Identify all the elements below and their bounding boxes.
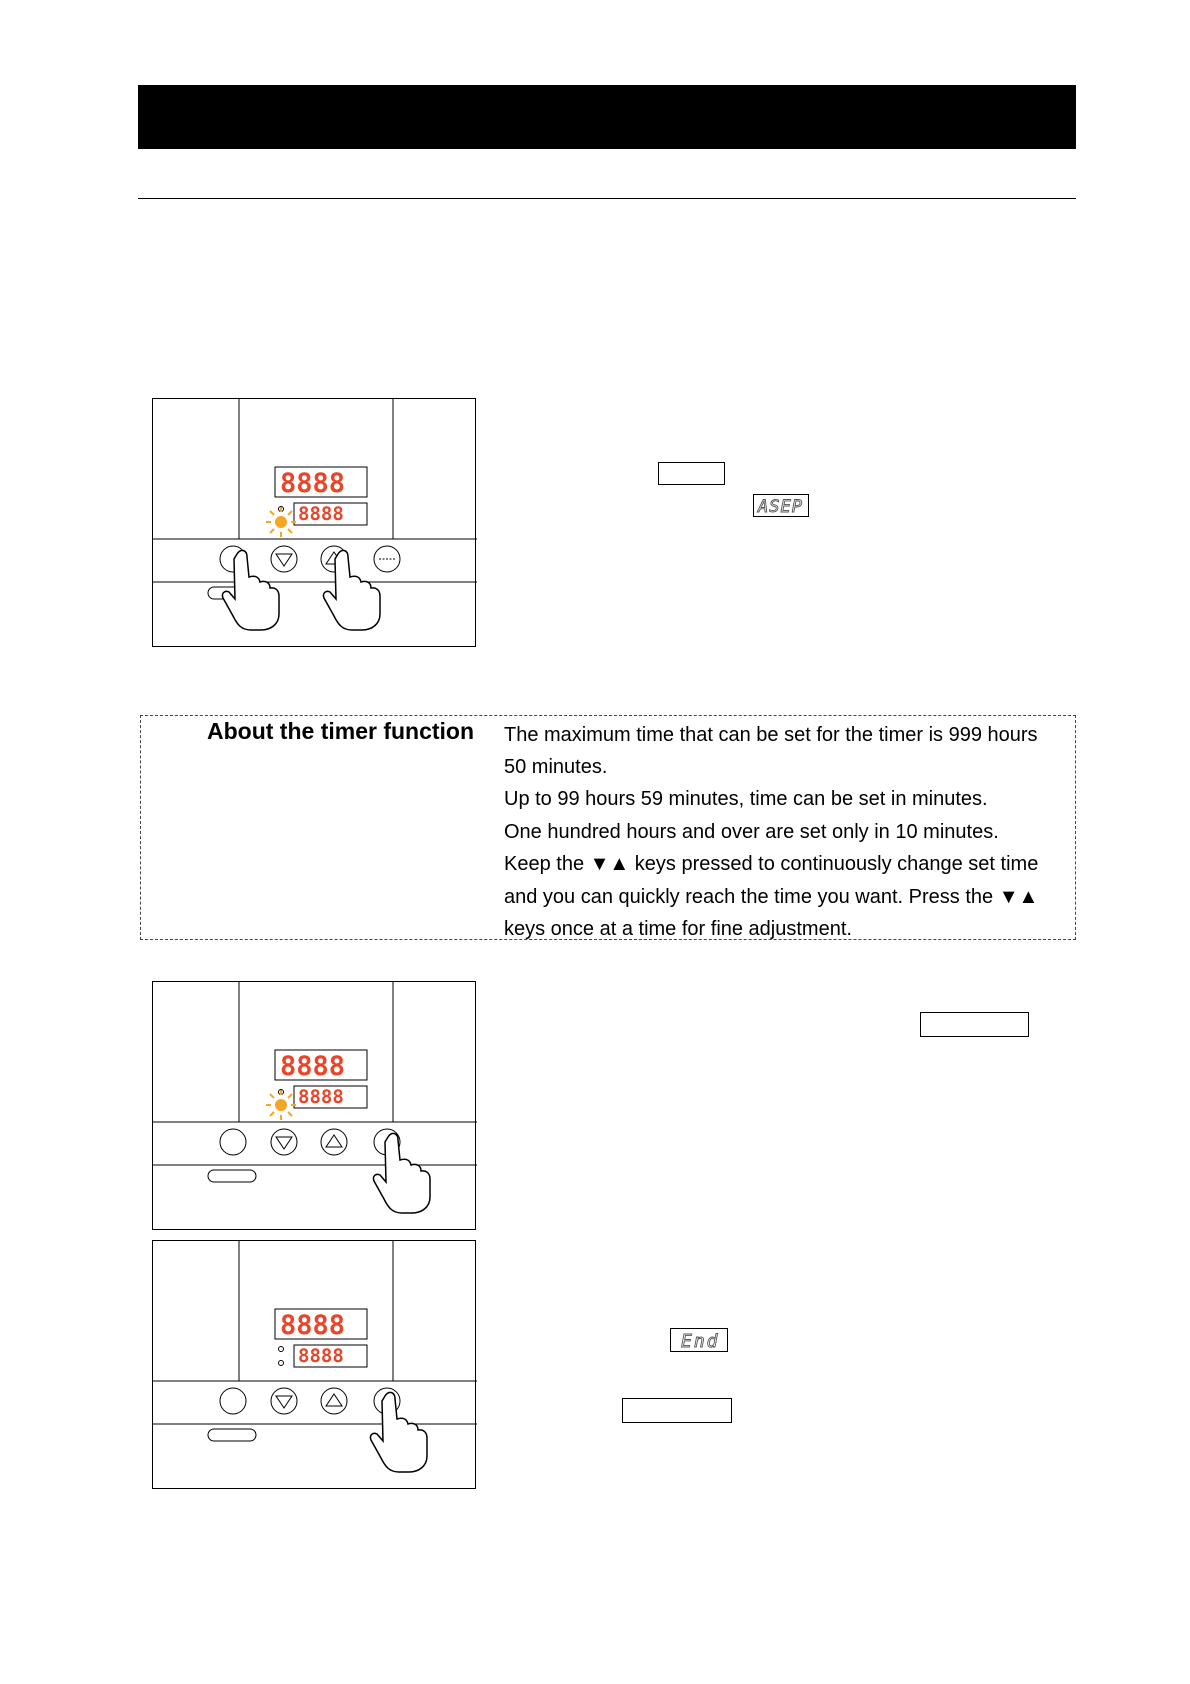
down-key-icon — [271, 1129, 297, 1155]
key-label-box — [920, 1012, 1029, 1037]
note-line: and you can quickly reach the time you want. Press the ▼▲ — [504, 886, 1039, 908]
control-panel-illustration-3 — [152, 1240, 476, 1489]
power-switch-icon — [208, 1429, 256, 1441]
end-indicator-text: End — [681, 1331, 720, 1351]
note-line: Keep the ▼▲ keys pressed to continuously change set time — [504, 853, 1039, 875]
note-line: 50 minutes. — [504, 756, 608, 778]
lamp-off-icon — [279, 1361, 284, 1366]
pressing-hand-icon — [323, 550, 380, 630]
power-switch-icon — [208, 1170, 256, 1182]
timer-key-icon — [220, 1129, 246, 1155]
upper-display-digits: 8888 — [280, 1310, 346, 1341]
down-key-icon — [271, 1388, 297, 1414]
asp-indicator-text: ASEP — [758, 497, 803, 516]
note-line: The maximum time that can be set for the timer is 999 hours — [504, 724, 1038, 746]
end-indicator — [670, 1328, 728, 1352]
upper-display-digits: 8888 — [280, 1051, 346, 1082]
blinking-lamp-icon — [266, 507, 296, 537]
panel-drawing — [153, 982, 477, 1231]
pressing-hand-icon — [370, 1392, 427, 1472]
note-line: One hundred hours and over are set only in 10 minutes. — [504, 821, 999, 843]
upper-display-digits: 8888 — [280, 468, 346, 499]
note-line: keys once at a time for fine adjustment. — [504, 918, 852, 940]
pressing-hand-icon — [373, 1133, 430, 1213]
note-title: About the timer function — [207, 718, 475, 744]
lower-display-digits: 8888 — [298, 1345, 344, 1367]
note-line: Up to 99 hours 59 minutes, time can be set in minutes. — [504, 788, 988, 810]
up-key-icon — [321, 1388, 347, 1414]
lower-display-digits: 8888 — [298, 503, 344, 525]
panel-drawing — [153, 1241, 477, 1490]
header-rule — [138, 198, 1076, 199]
pressing-hand-icon — [222, 550, 279, 630]
panel-drawing — [153, 399, 477, 648]
lower-display-digits: 8888 — [298, 1086, 344, 1108]
up-key-icon — [321, 1129, 347, 1155]
key-label-box — [658, 462, 725, 485]
section-header-bar — [138, 85, 1076, 149]
timer-key-icon — [220, 1388, 246, 1414]
asp-indicator — [753, 494, 809, 517]
down-key-icon — [271, 546, 297, 572]
key-label-box — [622, 1398, 732, 1423]
blinking-lamp-icon — [266, 1090, 296, 1120]
control-panel-illustration-2 — [152, 981, 476, 1230]
control-panel-illustration-1 — [152, 398, 476, 647]
